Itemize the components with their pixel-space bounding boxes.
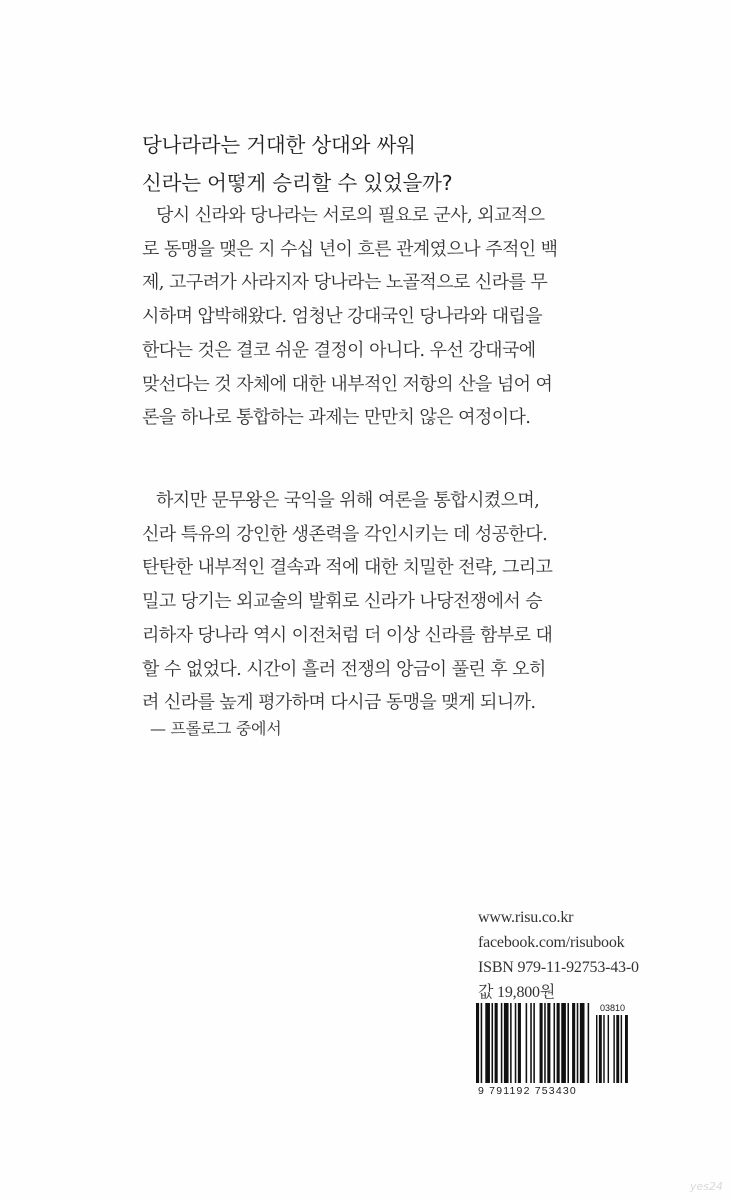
paragraph-2-line: 리하자 당나라 역시 이전처럼 더 이상 신라를 함부로 대 [142,624,553,646]
price-text: 값 19,800원 [478,984,556,1001]
headline-line-2: 신라는 어떻게 승리할 수 있었을까? [142,171,453,195]
barcode-bar [485,1003,490,1083]
paragraph-2 [142,484,602,720]
paragraph-1-line: 맞선다는 것 자체에 대한 내부적인 저항의 산을 넘어 여 [142,373,553,395]
barcode-bar [588,1003,590,1083]
barcode-bar [544,1003,546,1083]
barcode-addon-bar [613,1015,614,1083]
barcode-bar [533,1003,535,1083]
website-text: www.risu.co.kr [478,909,574,926]
barcode-addon-bar [608,1015,609,1083]
paragraph-1-line: 시하며 압박해왔다. 엄청난 강대국인 당나라와 대립을 [142,306,543,328]
barcode-bar [530,1003,532,1083]
barcode-bar [526,1003,528,1083]
barcode-bar [547,1003,550,1083]
watermark-logo: yes24 [690,1180,724,1193]
barcode-addon-bar [625,1015,628,1083]
paragraph-1-line: 제, 고구려가 사라지자 당나라는 노골적으로 신라를 무 [142,272,548,294]
barcode-bar [561,1003,566,1083]
barcode-bar [501,1003,503,1083]
paragraph-1 [142,199,602,435]
paragraph-1-line: 로 동맹을 맺은 지 수십 년이 흐른 관계였으나 주적인 백 [142,238,558,260]
barcode-bar [510,1003,512,1083]
barcode-bar [572,1003,575,1083]
headline [142,126,452,202]
barcode-bar [557,1003,560,1083]
isbn-text: ISBN 979-11-92753-43-0 [478,959,639,976]
paragraph-2-line: 려 신라를 높게 평가하며 다시금 동맹을 맺게 되니까. [142,692,536,714]
barcode-number: 9 791192 753430 [478,1085,577,1097]
barcode-bar [481,1003,483,1083]
paragraph-1-line: 한다는 것은 결코 쉬운 결정이 아니다. 우선 강대국에 [142,339,536,361]
publisher-info [478,905,639,1005]
barcode-bar [476,1003,479,1083]
barcode-bar [577,1003,579,1083]
source-attribution: — 프롤로그 중에서 [150,719,282,738]
facebook-text: facebook.com/risubook [478,934,625,951]
paragraph-2-line: 하지만 문무왕은 국익을 위해 여론을 통합시켰으며, [156,490,540,511]
barcode-bar [504,1003,509,1083]
barcode-bar [515,1003,517,1083]
paragraph-1-line: 당시 신라와 당나라는 서로의 필요로 군사, 외교적으 [156,205,545,226]
headline-line-1: 당나라라는 거대한 상대와 싸워 [142,133,416,157]
barcode-addon-bar [603,1015,604,1083]
barcode-bar [567,1003,569,1083]
barcode-addon-number: 03810 [600,1003,626,1013]
paragraph-2-line: 할 수 없었다. 시간이 흘러 전쟁의 앙금이 풀린 후 오히 [142,658,546,680]
barcode-bar [540,1003,543,1083]
barcode-addon-bar [596,1015,597,1083]
barcode-bar [554,1003,556,1083]
barcode-bar [518,1003,521,1083]
barcode-bar [580,1003,585,1083]
paragraph-2-line: 탄탄한 내부적인 결속과 적에 대한 치밀한 전략, 그리고 [142,557,553,579]
paragraph-1-line: 론을 하나로 통합하는 과제는 만만치 않은 여정이다. [142,407,531,429]
barcode-bar [492,1003,494,1083]
barcode-addon-bar [599,1015,602,1083]
paragraph-2-line: 신라 특유의 강인한 생존력을 각인시키는 데 성공한다. [142,523,548,545]
barcode-addon-bar [616,1015,619,1083]
barcode-addon-bar [621,1015,622,1083]
paragraph-2-line: 밀고 당기는 외교술의 발휘로 신라가 나당전쟁에서 승 [142,591,543,613]
barcode-bar [495,1003,498,1083]
